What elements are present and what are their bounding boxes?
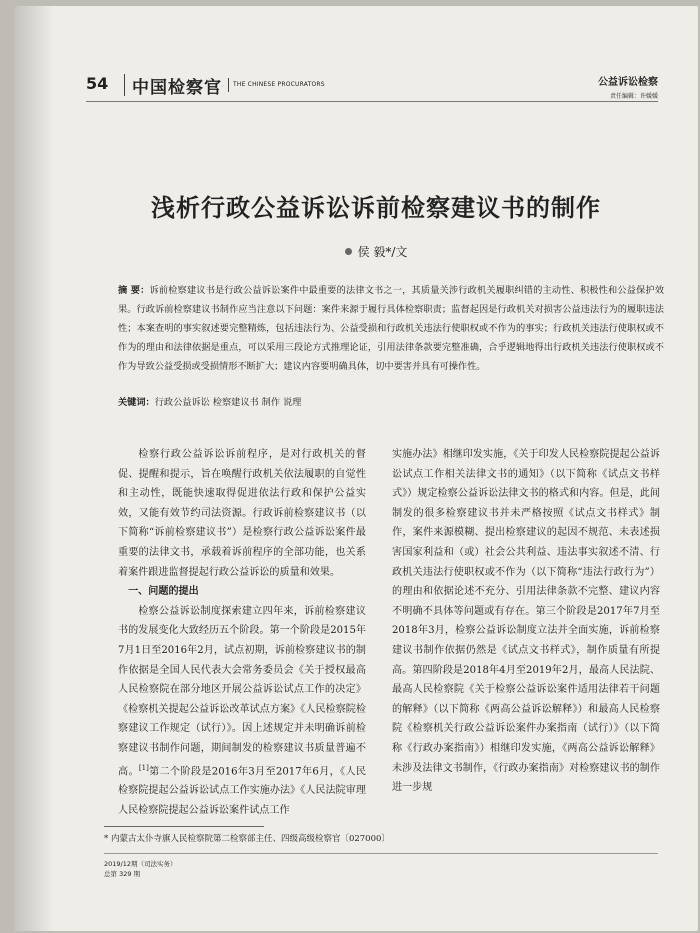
author-footnote: * 内蒙古太仆寺旗人民检察院第二检察部主任、四级高级检察官〔027000〕 xyxy=(104,834,390,844)
abstract xyxy=(118,281,664,376)
section-heading: 一、问题的提出 xyxy=(128,586,199,598)
column-name: 公益诉讼检察 xyxy=(598,77,658,88)
bottom-rule xyxy=(104,853,658,854)
body-paragraph xyxy=(118,602,366,821)
magazine-logo: 中国检察官 xyxy=(132,78,222,98)
column-info xyxy=(598,73,658,100)
journal-page xyxy=(14,6,698,931)
author-suffix: */文 xyxy=(385,245,408,259)
body-column-left xyxy=(118,445,366,821)
reference-mark: [1] xyxy=(138,763,149,772)
article-author xyxy=(94,243,658,260)
footnote-rule xyxy=(104,826,264,827)
paragraph-text-cont: 第二个阶段是2016年3月至2017年6月，《人民检察院提起公益诉讼试点工作实施办法》《人民法院审理人民检察院提起公益诉讼案件试点工作 xyxy=(118,765,367,817)
magazine-english-name: THE CHINESE PROCURATORS xyxy=(233,81,325,88)
page-number: 54 xyxy=(86,74,109,93)
body-paragraph: 检察行政公益诉讼诉前程序，是对行政机关的督促、提醒和提示，旨在唤醒行政机关依法履职的自觉性和主动性，既能快速取得促进依法行政和保护公益实效，又能有效节约司法资源。行政诉前检察建议书（以下简称“诉前检察建议书”）是检察行政公益诉讼案件最重要的法律文书，承载着诉前程序的全部功能，也关系着案件跟进监督提起行政公益诉讼的质量和效果。 xyxy=(118,449,366,578)
keywords-label: 关键词： xyxy=(118,397,155,408)
header-divider-small xyxy=(228,78,229,92)
abstract-label: 摘 要： xyxy=(118,285,150,296)
body-column-right xyxy=(392,445,660,798)
issue-line: 2019/12期（司法实务） xyxy=(104,860,177,868)
keywords xyxy=(118,393,664,412)
article-title: 浅析行政公益诉讼诉前检察建议书的制作 xyxy=(151,194,601,222)
author-name: 侯 毅 xyxy=(357,245,386,259)
paragraph-text: 检察公益诉讼制度探索建立四年来，诉前检察建议书的发展变化大致经历五个阶段。第一个阶段是2015年7月1日至2016年2月，试点初期，诉前检察建议书的制作依据是全国人民代表大会常务委员会《关于授权最高人民检察院在部分地区开展公益诉讼试点工作的决定》《检察机关提起公益诉讼改革试点方案》《人民检察院检察建议工作规定（试行）》。因上述规定并未明确诉前检察建议书制作问题，期间制发的检察建议书质量普遍不高。 xyxy=(118,605,366,777)
page-binding-shadow xyxy=(14,6,54,931)
body-paragraph: 实施办法》相继印发实施，《关于印发人民检察院提起公益诉讼试点工作相关法律文书的通知》（以下简称《试点文书样式》）规定检察公益诉讼法律文书的格式和内容。但是，此间制发的很多检察建议书并未严格按照《试点文书样式》制作，案件来源模糊、提出检察建议的起因不规范、未表述损害国家利益和（或）社会公共利益、违法事实叙述不清、行政机关违法行使职权或不作为（以下简称“违法行政行为”）的理由和依据论述不充分、引用法律条款不完整、建议内容不明确不具体等问题或有存在。第三个阶段是2017年7月至2018年3月，检察公益诉讼制度立法并全面实施，诉前检察建议书制作依据仍然是《试点文书样式》，制作质量有所提高。第四阶段是2018年4月至2019年2月，最高人民法院、最高人民检察院《关于检察公益诉讼案件适用法律若干问题的解释》（以下简称《两高公益诉讼解释》）和最高人民检察院《检察机关行政公益诉讼案件办案指南（试行）》（以下简称《行政办案指南》）相继印发实施，《两高公益诉讼解释》未涉及法律文书制作，《行政办案指南》对检察建议书的制作进一步规 xyxy=(392,449,660,794)
header-divider xyxy=(124,74,125,96)
abstract-text: 诉前检察建议书是行政公益诉讼案件中最重要的法律文书之一，其质量关涉行政机关履职纠错的主动性、积极性和公益保护效果。行政诉前检察建议书制作应当注意以下问题：案件来源于履行具体检察职责；监督起因是行政机关对损害公益违法行为的履职违法性；本案查明的事实叙述要完整精炼，包括违法行为、公益受损和行政机关违法行使职权或不作为的事实；行政机关违法行使职权或不作为的理由和法律依据是重点，可以采用三段论方式推理论证，引用法律条款要完整准确，合乎逻辑地得出行政机关违法行使职权或不作为导致公益受损或受损情形不断扩大；建议内容要明确具体，切中要害并具有可操作性。 xyxy=(118,285,665,372)
issue-total: 总第 329 期 xyxy=(104,870,141,878)
keywords-text: 行政公益诉讼 检察建议书 制作 说理 xyxy=(154,397,302,408)
header-rule xyxy=(86,101,658,102)
issue-info xyxy=(104,859,177,879)
editor-credit: 责任编辑：许媛媛 xyxy=(609,93,658,100)
author-bullet-icon xyxy=(345,248,352,255)
